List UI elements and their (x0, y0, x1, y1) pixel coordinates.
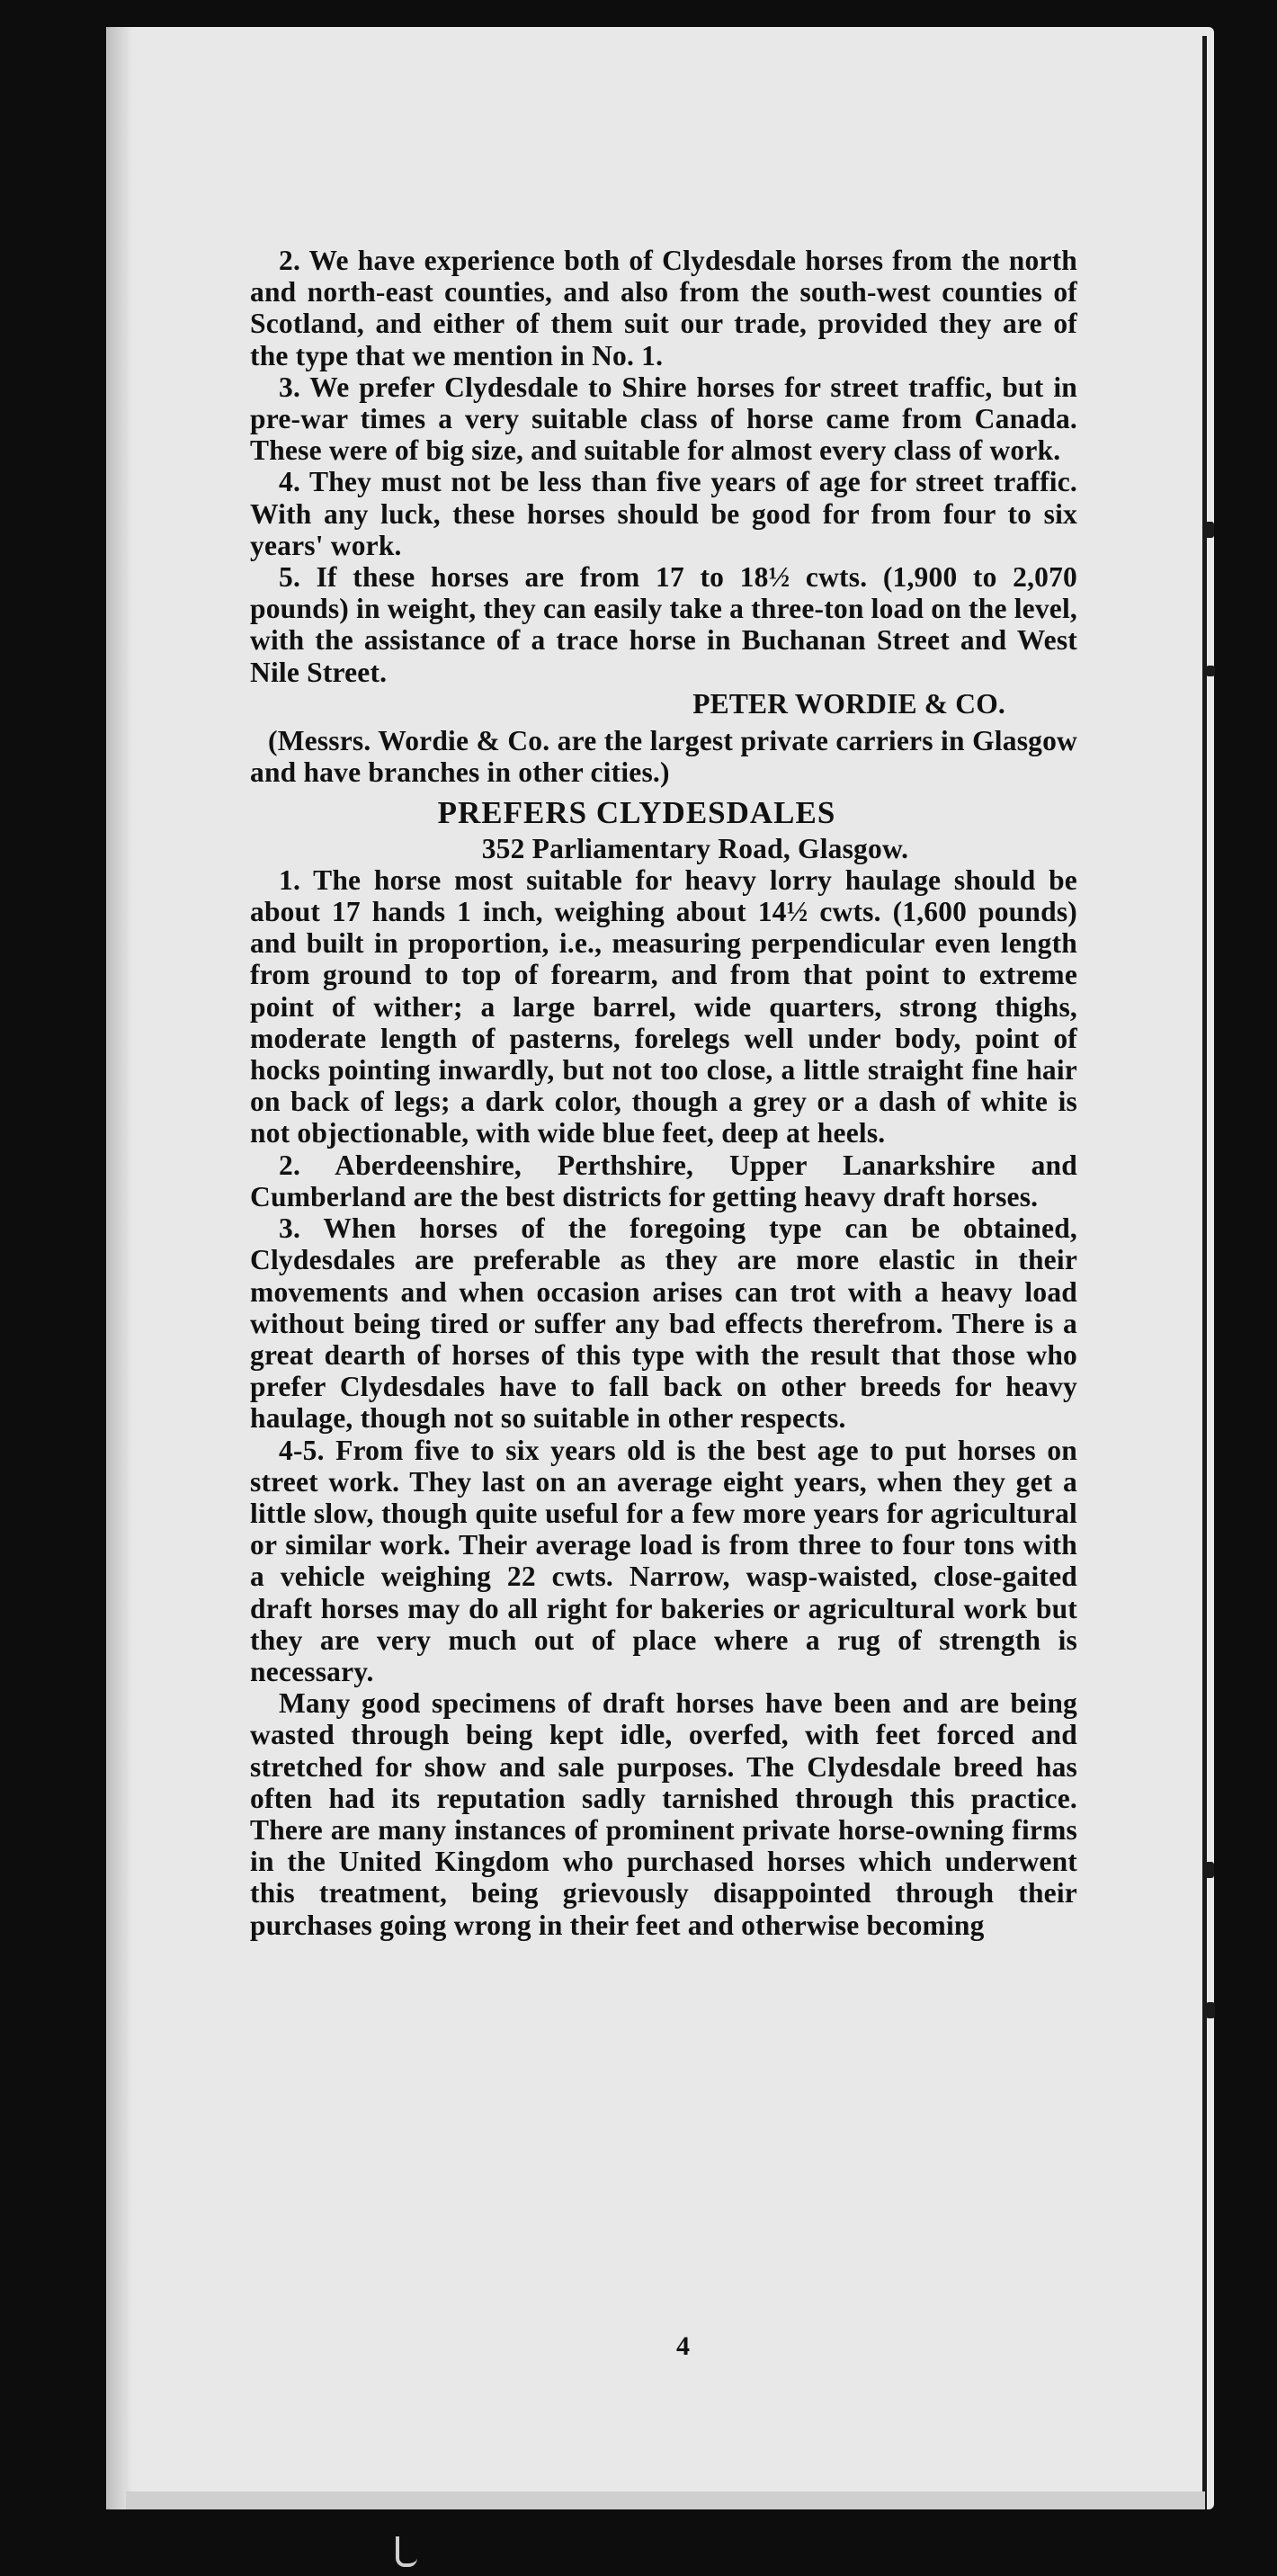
editorial-note: (Messrs. Wordie & Co. are the largest private carriers in Glasgow and have branches in other cities.) (250, 725, 1077, 789)
binding-mark (1205, 1862, 1214, 1878)
binding-mark (1206, 2002, 1215, 2018)
binding-mark (1205, 522, 1214, 538)
page-bottom-edge (126, 2491, 1205, 2509)
binding-gutter (1202, 36, 1207, 2509)
letter-signature: PETER WORDIE & CO. (692, 687, 1005, 720)
binding-mark (1206, 666, 1215, 676)
page-edge-shadow (106, 27, 133, 2509)
paragraph: 2. Aberdeenshire, Perthshire, Upper Lanarkshire and Cumberland are the best districts for getting heavy draft horses. (250, 1149, 1077, 1212)
scan-artifact (396, 2536, 417, 2567)
paragraph: 2. We have experience both of Clydesdale horses from the north and north-east counties, and also from the south-west counties of Scotland, and either of them suit our trade, provided they are of the type that we mention in No. 1. (250, 245, 1077, 371)
paragraph: Many good specimens of draft horses have been and are being wasted through being kept idle, overfed, with feet forced and stretched for show and sale purposes. The Clydesdale breed has often had its reputation sadly tarnished through this practice. There are many instances of prominent private horse-owning firms in the United Kingdom who purchased horses which underwent this treatment, being grievously disappointed through their purchases going wrong in their feet and otherwise becoming (250, 1687, 1077, 1941)
paragraph: 4. They must not be less than five years of age for street traffic. With any luck, these horses should be good for from four to six years' work. (250, 466, 1077, 561)
document-text (250, 245, 1077, 1941)
paragraph: 5. If these horses are from 17 to 18½ cwts. (1,900 to 2,070 pounds) in weight, they can easily take a three-ton load on the level, with the assistance of a trace horse in Buchanan Street and West Nile Street. (250, 561, 1077, 688)
page-number: 4 (676, 2331, 690, 2361)
paragraph: 1. The horse most suitable for heavy lorry haulage should be about 17 hands 1 inch, weighing about 14½ cwts. (1,600 pounds) and built in proportion, i.e., measuring perpendicular even length from ground to top of forearm, and from that point to extreme point of wither; a large barrel, wide quarters, strong thighs, moderate length of pasterns, forelegs well under body, point of hocks pointing inwardly, but not too close, a little straight fine hair on back of legs; a dark color, though a grey or a dash of white is not objectionable, with wide blue feet, deep at heels. (250, 863, 1077, 1149)
paragraph: 3. When horses of the foregoing type can be obtained, Clydesdales are preferable as they are more elastic in their movements and when occasion arises can trot with a heavy load without being tired or suffer any bad effects therefrom. There is a great dearth of horses of this type with the result that those who prefer Clydesdales have to fall back on other breeds for heavy haulage, though not so suitable in other respects. (250, 1212, 1077, 1435)
paragraph: 4-5. From five to six years old is the best age to put horses on street work. They last on an average eight years, when they get a little slow, though quite useful for a few more years for agricultural or similar work. Their average load is from three to four tons with a vehicle weighing 22 cwts. Narrow, wasp-waisted, close-gaited draft horses may do all right for bakeries or agricultural work but they are very much out of place where a rug of strength is necessary. (250, 1434, 1077, 1687)
paragraph: 3. We prefer Clydesdale to Shire horses for street traffic, but in pre-war times a very suitable class of horse came from Canada. These were of big size, and suitable for almost every class of work. (250, 371, 1077, 467)
sender-address: 352 Parliamentary Road, Glasgow. (481, 832, 909, 864)
section-heading: PREFERS CLYDESDALES (437, 795, 836, 831)
